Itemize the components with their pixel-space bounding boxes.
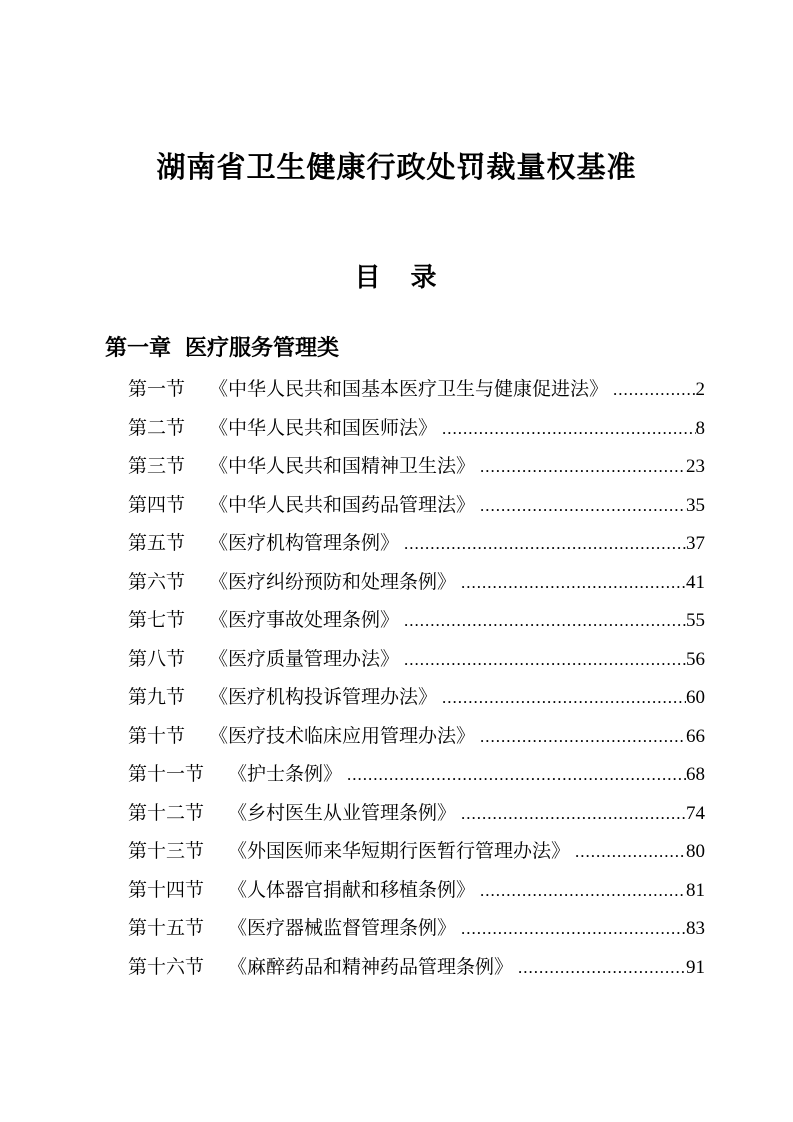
- toc-entry-page: 2: [695, 379, 705, 400]
- toc-entry-title: 《医疗技术临床应用管理办法》: [209, 725, 476, 747]
- toc-entry-page: 56: [686, 648, 705, 670]
- toc-entry-title: 《外国医师来华短期行医暂行管理办法》: [228, 841, 571, 862]
- toc-entry-section: 第十节: [128, 725, 186, 747]
- toc-entry[interactable]: [128, 872, 705, 911]
- toc-entry-title: 《医疗纠纷预防和处理条例》: [209, 571, 457, 593]
- toc-entry-section: 第十一节: [128, 764, 205, 785]
- dot-leader: [342, 756, 686, 795]
- toc-entry[interactable]: [128, 371, 705, 410]
- toc-entry-title: 《医疗质量管理办法》: [209, 648, 400, 670]
- toc-entry-page: 8: [695, 417, 705, 439]
- dot-leader: [399, 525, 686, 564]
- toc-entry[interactable]: [128, 795, 705, 834]
- toc-entry-section: 第十三节: [128, 841, 205, 862]
- toc-entry-section: 第七节: [128, 610, 186, 631]
- toc-entry-title: 《医疗机构投诉管理办法》: [209, 687, 438, 708]
- toc-heading: 目 录: [354, 262, 439, 292]
- toc-entry[interactable]: [128, 602, 705, 641]
- dot-leader: [437, 679, 686, 718]
- toc-entry-title: 《乡村医生从业管理条例》: [228, 802, 457, 824]
- toc-entry-title: 《麻醉药品和精神药品管理条例》: [228, 956, 514, 978]
- toc-entry-title: 《医疗事故处理条例》: [209, 610, 400, 631]
- document-title: 湖南省卫生健康行政处罚裁量权基准: [156, 152, 637, 184]
- toc-entry[interactable]: [128, 410, 705, 449]
- toc-entry-title: 《护士条例》: [228, 764, 343, 785]
- toc-entry-section: 第十二节: [128, 802, 205, 824]
- toc-entry-title: 《中华人民共和国基本医疗卫生与健康促进法》: [209, 379, 609, 400]
- toc-entry[interactable]: [128, 448, 705, 487]
- dot-leader: [475, 718, 686, 757]
- dot-leader: [475, 487, 686, 526]
- toc-entry-title: 《医疗器械监督管理条例》: [228, 918, 457, 939]
- toc-entry[interactable]: [128, 949, 705, 988]
- toc-entry[interactable]: [128, 910, 705, 949]
- toc-entry-section: 第三节: [128, 456, 186, 477]
- chapter-label: 第一章: [105, 335, 172, 360]
- toc-entry-section: 第十五节: [128, 918, 205, 939]
- dot-leader: [456, 910, 686, 949]
- toc-entry-page: 66: [686, 725, 705, 747]
- toc-entry-page: 83: [686, 918, 705, 939]
- toc-entry-page: 23: [686, 456, 705, 477]
- dot-leader: [456, 795, 686, 834]
- toc-entry[interactable]: [128, 525, 705, 564]
- toc-entry-section: 第九节: [128, 687, 186, 708]
- dot-leader: [399, 602, 686, 641]
- toc-entry-page: 55: [686, 610, 705, 631]
- toc-entry-page: 37: [686, 533, 705, 554]
- toc-entry-section: 第一节: [128, 379, 186, 400]
- toc-entry[interactable]: [128, 564, 705, 603]
- toc-entry[interactable]: [128, 679, 705, 718]
- toc-entry[interactable]: [128, 641, 705, 680]
- toc-entry-title: 《医疗机构管理条例》: [209, 533, 400, 554]
- toc-entry-title: 《人体器官捐献和移植条例》: [228, 879, 476, 901]
- toc-entry-title: 《中华人民共和国精神卫生法》: [209, 456, 476, 477]
- toc-entry-title: 《中华人民共和国医师法》: [209, 417, 438, 439]
- dot-leader: [608, 371, 695, 410]
- toc-entry-page: 35: [686, 494, 705, 516]
- toc-entry-section: 第四节: [128, 494, 186, 516]
- toc-entry-page: 80: [686, 841, 705, 862]
- toc-entry[interactable]: [128, 487, 705, 526]
- toc-entry-page: 41: [686, 571, 705, 593]
- toc-entry-section: 第六节: [128, 571, 186, 593]
- toc-entry-title: 《中华人民共和国药品管理法》: [209, 494, 476, 516]
- dot-leader: [456, 564, 686, 603]
- chapter-name: 医疗服务管理类: [185, 335, 340, 360]
- dot-leader: [513, 949, 686, 988]
- toc-entry-section: 第八节: [128, 648, 186, 670]
- dot-leader: [475, 872, 686, 911]
- toc-entry-page: 60: [686, 687, 705, 708]
- toc-entry[interactable]: [128, 756, 705, 795]
- toc-entry-page: 68: [686, 764, 705, 785]
- dot-leader: [570, 833, 686, 872]
- dot-leader: [399, 641, 686, 680]
- toc-entry-page: 74: [686, 802, 705, 824]
- toc-entry-section: 第十四节: [128, 879, 205, 901]
- dot-leader: [475, 448, 686, 487]
- toc-entry-section: 第五节: [128, 533, 186, 554]
- toc-entry[interactable]: [128, 718, 705, 757]
- toc-entry[interactable]: [128, 833, 705, 872]
- toc-entry-page: 91: [686, 956, 705, 978]
- chapter-heading: [105, 333, 793, 363]
- toc-entry-page: 81: [686, 879, 705, 901]
- toc-list: [0, 371, 793, 987]
- dot-leader: [437, 410, 695, 449]
- toc-entry-section: 第十六节: [128, 956, 205, 978]
- toc-entry-section: 第二节: [128, 417, 186, 439]
